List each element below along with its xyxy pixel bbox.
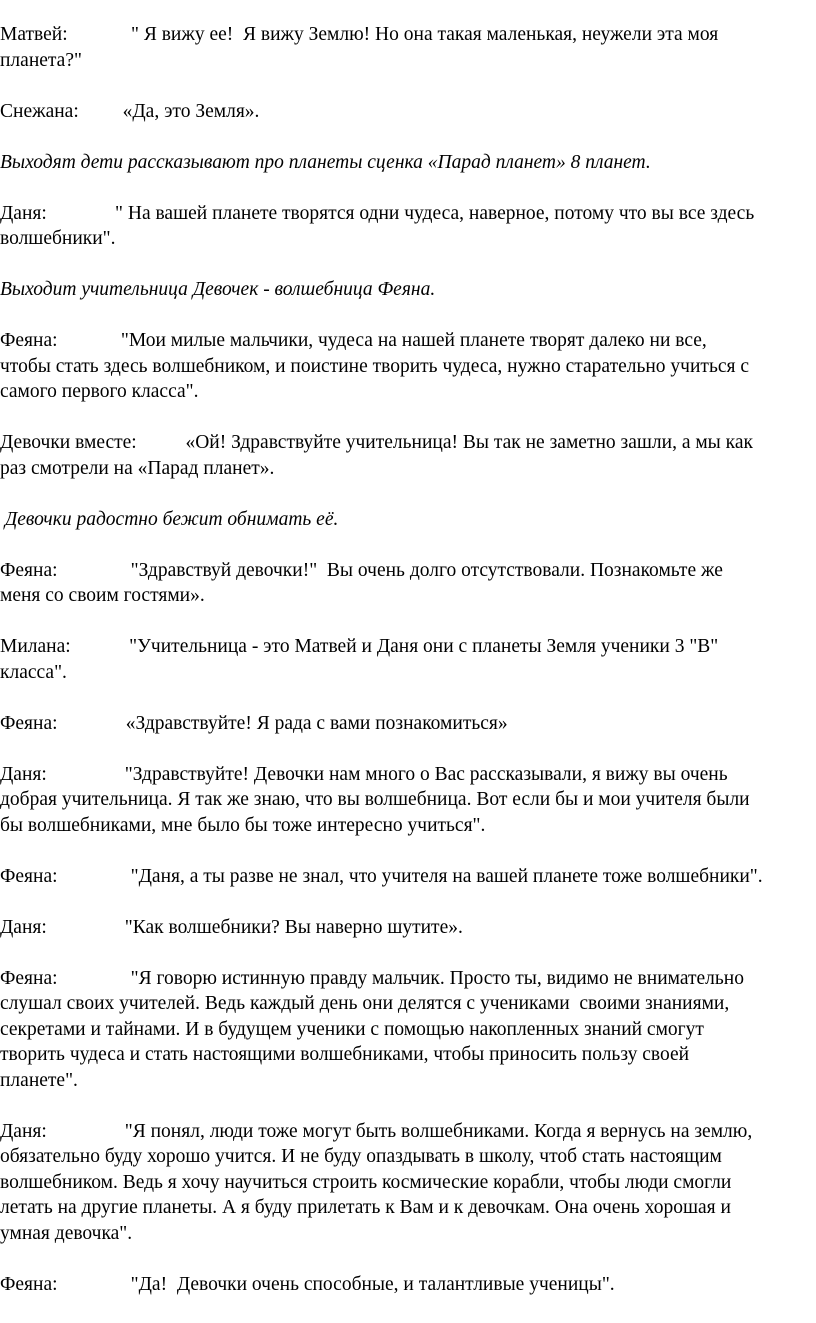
text-line: волшебником. Ведь я хочу научиться строить космические корабли, чтобы люди смогли: [0, 1171, 732, 1193]
text-line: бы волшебниками, мне было бы тоже интересно учиться".: [0, 814, 486, 836]
text-line: Феяна: "Да! Девочки очень способные, и талантливые ученицы".: [0, 1273, 615, 1295]
dialogue-paragraph: [0, 762, 816, 839]
dialogue-paragraph: [0, 1272, 816, 1298]
text-line: Феяна: "Мои милые мальчики, чудеса на нашей планете творят далеко ни все,: [0, 330, 707, 351]
dialogue-paragraph: [0, 558, 816, 609]
text-line: планете".: [0, 1069, 78, 1091]
text-line: Даня: " На вашей планете творятся одни чудеса, наверное, потому что вы все здесь: [0, 202, 755, 224]
text-line: умная девочка".: [0, 1222, 133, 1244]
dialogue-paragraph: [0, 99, 816, 125]
text-line: чтобы стать здесь волшебником, и поистине творить чудеса, нужно старательно учиться с: [0, 355, 749, 377]
text-line: Феяна: «Здравствуйте! Я рада с вами познакомиться»: [0, 712, 508, 734]
stage-direction: [0, 277, 816, 303]
text-line: слушал своих учителей. Ведь каждый день они делятся с учениками своими знаниями,: [0, 993, 730, 1014]
text-line: Даня: "Я понял, люди тоже могут быть волшебниками. Когда я вернусь на землю,: [0, 1120, 753, 1142]
text-line: летать на другие планеты. А я буду прилетать к Вам и к девочкам. Она очень хорошая и: [0, 1197, 731, 1218]
dialogue-paragraph: [0, 711, 816, 737]
document-page: [0, 22, 816, 1323]
text-line: Милана: "Учительница - это Матвей и Даня они с планеты Земля ученики 3 "В": [0, 636, 719, 657]
text-line: секретами и тайнами. И в будущем ученики с помощью накопленных знаний смогут: [0, 1018, 704, 1040]
text-line: Феяна: "Здравствуй девочки!" Вы очень долго отсутствовали. Познакомьте же: [0, 559, 723, 581]
dialogue-paragraph: [0, 430, 816, 481]
text-line: Матвей: " Я вижу ее! Я вижу Землю! Но она такая маленькая, неужели эта моя: [0, 24, 719, 45]
text-line: обязательно буду хорошо учится. И не буду опаздывать в школу, чтоб стать настоящим: [0, 1146, 722, 1167]
dialogue-paragraph: [0, 634, 816, 685]
text-line: Снежана: «Да, это Земля».: [0, 100, 260, 122]
text-line: Даня: "Здравствуйте! Девочки нам много о Вас рассказывали, я вижу вы очень: [0, 763, 728, 785]
text-line: Даня: "Как волшебники? Вы наверно шутите».: [0, 916, 463, 938]
text-line: Выходит учительница Девочек - волшебница Феяна.: [0, 279, 436, 300]
dialogue-paragraph: [0, 915, 816, 941]
text-line: Феяна: "Даня, а ты разве не знал, что учителя на вашей планете тоже волшебники".: [0, 865, 763, 887]
text-line: планета?": [0, 49, 82, 71]
text-line: раз смотрели на «Парад планет».: [0, 457, 275, 479]
text-line: Девочки вместе: «Ой! Здравствуйте учительница! Вы так не заметно зашли, а мы как: [0, 432, 753, 453]
dialogue-paragraph: [0, 1119, 816, 1247]
text-line: творить чудеса и стать настоящими волшебниками, чтобы приносить пользу своей: [0, 1044, 690, 1065]
text-line: волшебники".: [0, 228, 116, 249]
text-line: самого первого класса".: [0, 381, 199, 402]
dialogue-paragraph: [0, 328, 816, 405]
dialogue-paragraph: [0, 22, 816, 73]
text-line: Феяна: "Я говорю истинную правду мальчик. Просто ты, видимо не внимательно: [0, 967, 744, 989]
dialogue-paragraph: [0, 966, 816, 1094]
text-line: меня со своим гостями».: [0, 585, 205, 606]
text-line: Девочки радостно бежит обнимать её.: [0, 508, 339, 530]
stage-direction: [0, 150, 816, 176]
text-line: добрая учительница. Я так же знаю, что вы волшебница. Вот если бы и мои учителя были: [0, 789, 750, 810]
dialogue-paragraph: [0, 864, 816, 890]
text-line: класса".: [0, 661, 67, 683]
stage-direction: [0, 507, 816, 533]
dialogue-paragraph: [0, 201, 816, 252]
text-line: Выходят дети рассказывают про планеты сценка «Парад планет» 8 планет.: [0, 151, 651, 173]
